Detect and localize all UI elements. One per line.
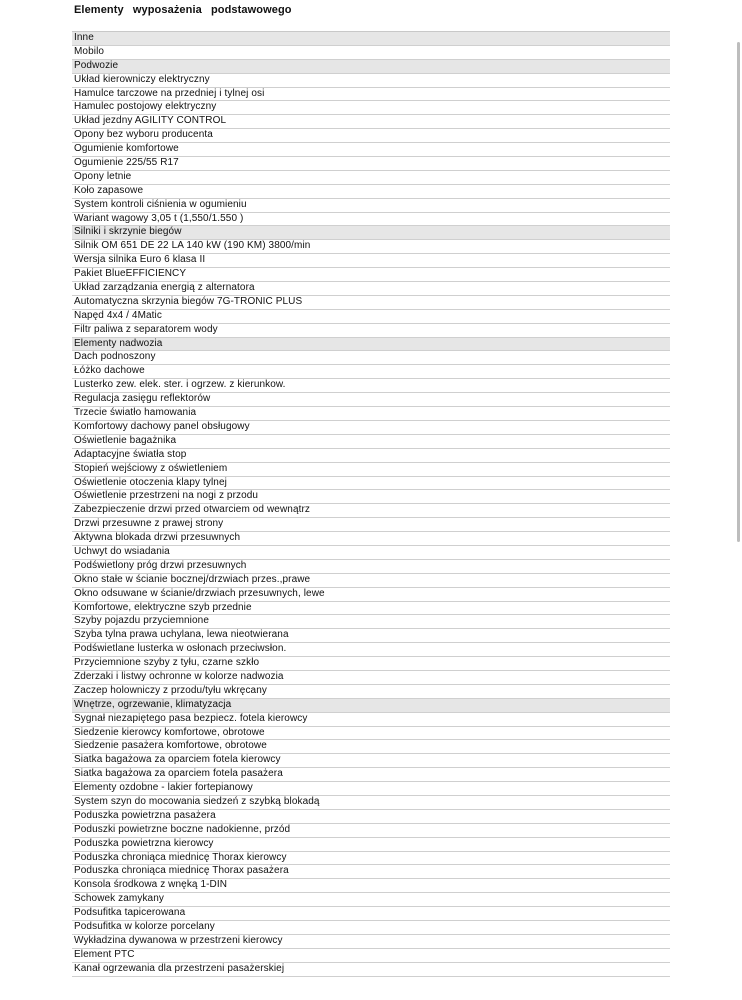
equipment-item: Zderzaki i listwy ochronne w kolorze nadwozia	[72, 671, 670, 685]
equipment-item: Zabezpieczenie drzwi przed otwarciem od wewnątrz	[72, 504, 670, 518]
equipment-item: Automatyczna skrzynia biegów 7G-TRONIC PLUS	[72, 296, 670, 310]
equipment-item: Hamulec postojowy elektryczny	[72, 101, 670, 115]
equipment-item: Komfortowe, elektryczne szyb przednie	[72, 602, 670, 616]
section-header: Inne	[72, 32, 670, 46]
equipment-item: Uchwyt do wsiadania	[72, 546, 670, 560]
scrollbar[interactable]	[737, 42, 740, 542]
equipment-item: Drzwi przesuwne z prawej strony	[72, 518, 670, 532]
equipment-table	[72, 31, 670, 977]
equipment-item: Podsufitka w kolorze porcelany	[72, 921, 670, 935]
equipment-item: Zaczep holowniczy z przodu/tyłu wkręcany	[72, 685, 670, 699]
equipment-item: Poduszka chroniąca miednicę Thorax kierowcy	[72, 852, 670, 866]
equipment-item: Elementy ozdobne - lakier fortepianowy	[72, 782, 670, 796]
equipment-item: System kontroli ciśnienia w ogumieniu	[72, 199, 670, 213]
equipment-item: Siedzenie kierowcy komfortowe, obrotowe	[72, 727, 670, 741]
equipment-item: Podświetlane lusterka w osłonach przeciwsłon.	[72, 643, 670, 657]
section-header: Silniki i skrzynie biegów	[72, 226, 670, 240]
equipment-item: Sygnał niezapiętego pasa bezpiecz. fotela kierowcy	[72, 713, 670, 727]
equipment-item: Łóżko dachowe	[72, 365, 670, 379]
section-header: Elementy nadwozia	[72, 338, 670, 352]
equipment-item: Adaptacyjne światła stop	[72, 449, 670, 463]
equipment-item: Szyby pojazdu przyciemnione	[72, 615, 670, 629]
equipment-item: Poduszka powietrzna pasażera	[72, 810, 670, 824]
equipment-item: Oświetlenie otoczenia klapy tylnej	[72, 477, 670, 491]
equipment-item: Kanał ogrzewania dla przestrzeni pasażerskiej	[72, 963, 670, 977]
equipment-item: Podświetlony próg drzwi przesuwnych	[72, 560, 670, 574]
equipment-item: Koło zapasowe	[72, 185, 670, 199]
equipment-item: Oświetlenie przestrzeni na nogi z przodu	[72, 490, 670, 504]
equipment-item: Opony bez wyboru producenta	[72, 129, 670, 143]
equipment-item: Układ jezdny AGILITY CONTROL	[72, 115, 670, 129]
equipment-item: Pakiet BlueEFFICIENCY	[72, 268, 670, 282]
equipment-item: Mobilo	[72, 46, 670, 60]
equipment-item: Filtr paliwa z separatorem wody	[72, 324, 670, 338]
equipment-item: Okno odsuwane w ścianie/drzwiach przesuwnych, lewe	[72, 588, 670, 602]
equipment-item: Konsola środkowa z wnęką 1-DIN	[72, 879, 670, 893]
equipment-item: Poduszki powietrzne boczne nadokienne, przód	[72, 824, 670, 838]
equipment-item: Stopień wejściowy z oświetleniem	[72, 463, 670, 477]
equipment-item: Wariant wagowy 3,05 t (1,550/1.550 )	[72, 213, 670, 227]
equipment-item: Komfortowy dachowy panel obsługowy	[72, 421, 670, 435]
equipment-item: Ogumienie 225/55 R17	[72, 157, 670, 171]
document-title: Elementy wyposażenia podstawowego	[74, 4, 292, 16]
equipment-item: Napęd 4x4 / 4Matic	[72, 310, 670, 324]
equipment-item: Silnik OM 651 DE 22 LA 140 kW (190 KM) 3800/min	[72, 240, 670, 254]
equipment-item: Poduszka powietrzna kierowcy	[72, 838, 670, 852]
equipment-item: Siedzenie pasażera komfortowe, obrotowe	[72, 740, 670, 754]
equipment-item: Siatka bagażowa za oparciem fotela pasażera	[72, 768, 670, 782]
equipment-item: Opony letnie	[72, 171, 670, 185]
equipment-item: Dach podnoszony	[72, 351, 670, 365]
equipment-item: System szyn do mocowania siedzeń z szybką blokadą	[72, 796, 670, 810]
equipment-item: Siatka bagażowa za oparciem fotela kierowcy	[72, 754, 670, 768]
equipment-item: Układ kierowniczy elektryczny	[72, 74, 670, 88]
equipment-item: Okno stałe w ścianie bocznej/drzwiach przes.,prawe	[72, 574, 670, 588]
equipment-item: Układ zarządzania energią z alternatora	[72, 282, 670, 296]
equipment-item: Trzecie światło hamowania	[72, 407, 670, 421]
equipment-item: Regulacja zasięgu reflektorów	[72, 393, 670, 407]
equipment-item: Element PTC	[72, 949, 670, 963]
section-header: Wnętrze, ogrzewanie, klimatyzacja	[72, 699, 670, 713]
section-header: Podwozie	[72, 60, 670, 74]
equipment-item: Oświetlenie bagażnika	[72, 435, 670, 449]
equipment-item: Aktywna blokada drzwi przesuwnych	[72, 532, 670, 546]
equipment-item: Wykładzina dywanowa w przestrzeni kierowcy	[72, 935, 670, 949]
equipment-item: Szyba tylna prawa uchylana, lewa nieotwierana	[72, 629, 670, 643]
equipment-item: Wersja silnika Euro 6 klasa II	[72, 254, 670, 268]
equipment-item: Przyciemnione szyby z tyłu, czarne szkło	[72, 657, 670, 671]
equipment-item: Ogumienie komfortowe	[72, 143, 670, 157]
equipment-item: Schowek zamykany	[72, 893, 670, 907]
equipment-item: Hamulce tarczowe na przedniej i tylnej osi	[72, 88, 670, 102]
equipment-item: Lusterko zew. elek. ster. i ogrzew. z kierunkow.	[72, 379, 670, 393]
equipment-item: Podsufitka tapicerowana	[72, 907, 670, 921]
equipment-item: Poduszka chroniąca miednicę Thorax pasażera	[72, 865, 670, 879]
